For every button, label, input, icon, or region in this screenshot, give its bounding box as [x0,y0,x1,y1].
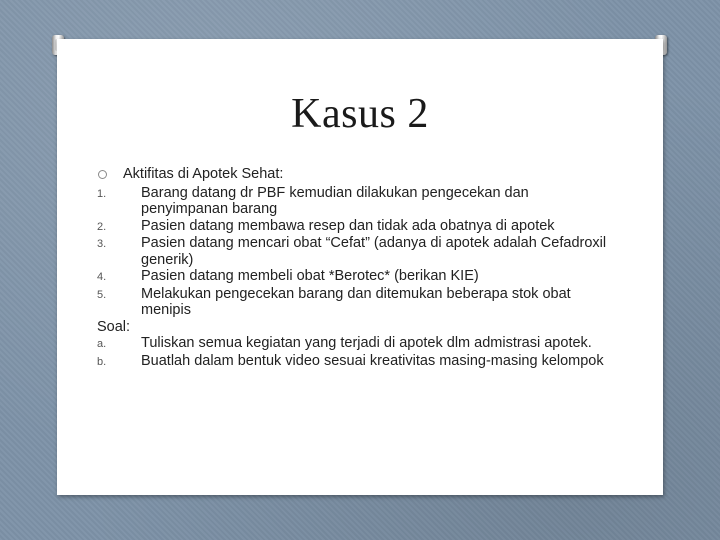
list-item-2 [97,218,607,236]
circle-outline-icon [97,166,123,185]
list-item-text: Pasien datang mencari obat “Cefat” (adanya di apotek adalah Cefadroxil generik) [141,235,607,268]
list-marker: 5. [97,288,107,301]
list-item-1 [97,185,607,218]
list-item-5 [97,286,607,319]
list-item-text: Barang datang dr PBF kemudian dilakukan pengecekan dan penyimpanan barang [141,184,529,217]
intro-text: Aktifitas di Apotek Sehat: [123,166,284,182]
list-marker: 4. [97,271,107,283]
soal-item-a [97,335,607,353]
intro-line [97,166,607,185]
list-item-4 [97,268,607,286]
soal-label: Soal: [97,318,131,335]
list-marker: a. [97,338,107,350]
soal-item-text: Tuliskan semua kegiatan yang terjadi di apotek dlm admistrasi apotek. [141,335,592,351]
list-marker: 3. [97,238,107,250]
soal-label-line [97,319,607,336]
list-marker: 1. [97,187,107,200]
soal-item-b [97,353,607,371]
list-marker: b. [97,355,107,368]
slide-body [97,166,607,370]
list-item-text: Pasien datang membeli obat *Berotec* (berikan KIE) [141,268,479,284]
list-marker: 2. [97,220,107,233]
list-item-text: Melakukan pengecekan barang dan ditemukan beberapa stok obat menipis [141,285,571,318]
list-item-text: Pasien datang membawa resep dan tidak ada obatnya di apotek [141,217,555,234]
soal-item-text: Buatlah dalam bentuk video sesuai kreativitas masing-masing kelompok [141,352,604,369]
slide-title: Kasus 2 [291,91,429,137]
list-item-3 [97,235,607,268]
